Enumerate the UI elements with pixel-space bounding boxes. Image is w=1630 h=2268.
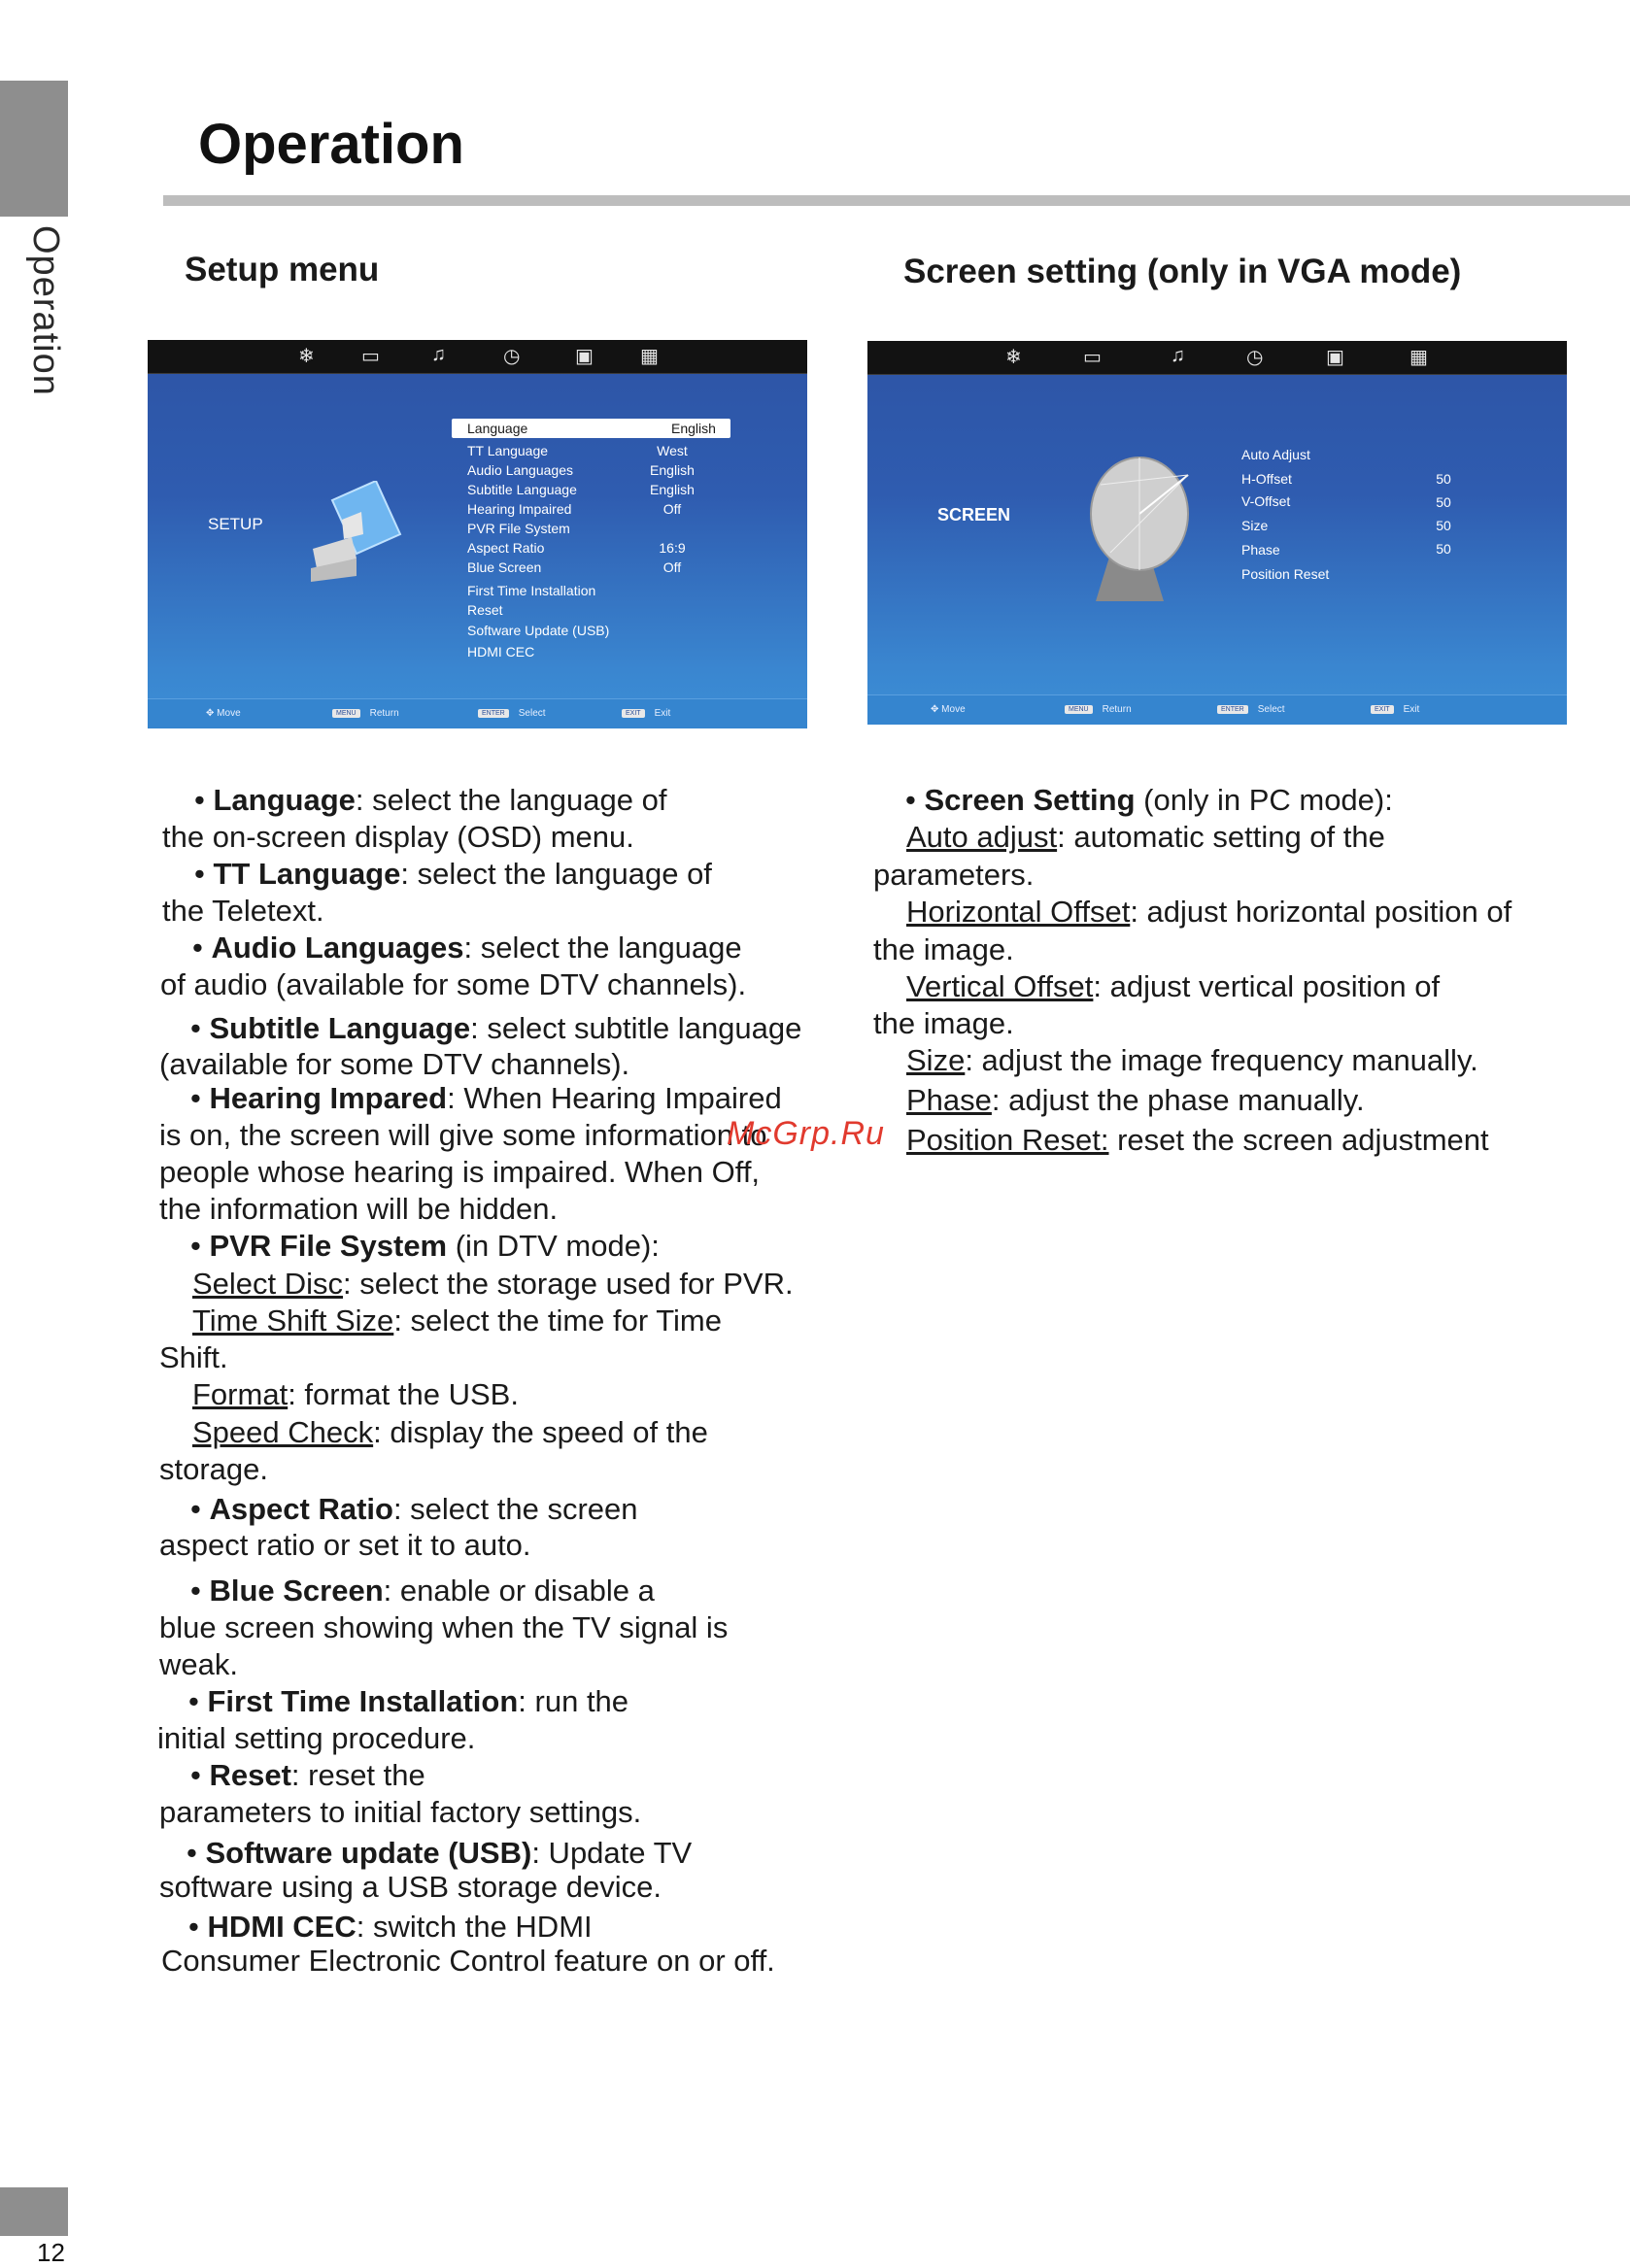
picture-tab-icon: ▭	[1083, 347, 1102, 368]
subterm: Vertical Offset	[906, 969, 1094, 1003]
sub-vertical-offset	[906, 968, 1440, 1005]
pvr-time-shift-size-cont: Shift.	[159, 1340, 228, 1374]
move-arrows-icon: ✥	[931, 704, 942, 715]
desc-text: : select the screen	[392, 1492, 638, 1526]
term: First Time Installation	[207, 1684, 519, 1718]
return-hint	[332, 708, 399, 719]
desc-text: : When Hearing Impaired	[447, 1081, 782, 1115]
desc-first-time-installation: • First Time Installation: run the	[188, 1684, 629, 1718]
desc-text: : adjust horizontal position of	[1130, 895, 1512, 929]
desc-blue-screen-cont-1: blue screen showing when the TV signal is	[159, 1610, 729, 1644]
desc-reset-cont: parameters to initial factory settings.	[159, 1795, 642, 1829]
channel-tab-icon: ▦	[640, 346, 659, 367]
title-divider	[163, 195, 1630, 206]
return-hint	[1065, 704, 1132, 715]
hint-label: Return	[1102, 704, 1132, 715]
hint-label: Move	[217, 708, 241, 719]
desc-reset: • Reset: reset the	[190, 1758, 425, 1792]
desc-text: : Update TV	[531, 1836, 693, 1870]
desc-text: : select the language of	[400, 857, 712, 891]
setup-item-pvr-file-system[interactable]: PVR File System	[467, 521, 570, 536]
subterm: Select Disc	[192, 1267, 344, 1301]
setup-value-aspect-ratio: 16:9	[659, 540, 686, 556]
term: Screen Setting	[924, 783, 1136, 817]
setup-tab-icon: ❄	[1005, 347, 1022, 368]
desc-audio-languages: • Audio Languages: select the language	[192, 931, 742, 965]
exit-key-badge: EXIT	[622, 709, 645, 718]
term: Blue Screen	[209, 1574, 384, 1608]
desc-hearing-impaired-cont-2: people whose hearing is impaired. When Off,	[159, 1155, 761, 1189]
move-hint	[931, 704, 966, 715]
desc-tt-language: • TT Language: select the language of	[194, 857, 712, 891]
desc-text: : adjust vertical position of	[1093, 969, 1441, 1003]
time-tab-icon: ◷	[1246, 347, 1264, 368]
screen-item-auto-adjust[interactable]: Auto Adjust	[1241, 447, 1310, 462]
term: Software update (USB)	[205, 1836, 532, 1870]
subterm: Time Shift Size	[192, 1303, 394, 1337]
hint-label: Select	[518, 708, 546, 719]
screen-setting-label: SCREEN	[937, 505, 1011, 525]
satellite-dish-icon	[1071, 446, 1203, 601]
screen-value-phase: 50	[1436, 541, 1451, 557]
desc-text: : display the speed of the	[373, 1415, 708, 1449]
setup-value-blue-screen: Off	[662, 559, 682, 575]
desc-text: : select the storage used for PVR.	[343, 1267, 794, 1301]
hint-label: Return	[369, 708, 399, 719]
desc-aspect-ratio-cont: aspect ratio or set it to auto.	[159, 1528, 531, 1562]
hint-label: Move	[941, 704, 966, 715]
lock-tab-icon: ▣	[1326, 347, 1344, 368]
setup-item-aspect-ratio[interactable]: Aspect Ratio	[467, 540, 545, 556]
setup-tab-icon: ❄	[298, 346, 315, 367]
desc-text: (only in PC mode):	[1135, 783, 1393, 817]
watermark-text: McGrp.Ru	[727, 1115, 885, 1152]
exit-key-badge: EXIT	[1371, 705, 1394, 714]
setup-item-audio-languages[interactable]: Audio Languages	[467, 462, 573, 478]
desc-language: • Language: select the language of	[194, 783, 667, 817]
exit-hint	[622, 708, 670, 719]
pvr-format	[192, 1376, 519, 1413]
desc-hdmi-cec: • HDMI CEC: switch the HDMI	[188, 1910, 593, 1944]
sub-size	[906, 1042, 1478, 1079]
page-number-tab	[0, 2187, 68, 2236]
enter-key-badge: ENTER	[478, 709, 509, 718]
setup-item-blue-screen[interactable]: Blue Screen	[467, 559, 542, 575]
setup-item-hdmi-cec[interactable]: HDMI CEC	[467, 644, 535, 660]
page-title: Operation	[198, 113, 464, 176]
term: HDMI CEC	[207, 1910, 357, 1944]
time-tab-icon: ◷	[503, 346, 521, 367]
hint-label: Exit	[1403, 704, 1420, 715]
osd-tab-bar	[148, 340, 807, 374]
desc-text: : automatic setting of the	[1057, 820, 1385, 854]
desc-text: : run the	[518, 1684, 629, 1718]
pvr-speed-check-cont: storage.	[159, 1452, 269, 1486]
hint-label: Select	[1257, 704, 1285, 715]
term: Aspect Ratio	[209, 1492, 393, 1526]
desc-text: : format the USB.	[288, 1377, 519, 1411]
desc-text: : select subtitle language	[470, 1011, 802, 1045]
term: Language	[213, 783, 356, 817]
sub-vertical-offset-cont: the image.	[873, 1006, 1014, 1040]
desc-text: : select the time for Time	[393, 1303, 722, 1337]
setup-value-subtitle-language: English	[650, 482, 695, 497]
menu-key-badge: MENU	[332, 709, 360, 718]
setup-item-software-update[interactable]: Software Update (USB)	[467, 623, 610, 638]
side-section-label: Operation	[25, 225, 66, 396]
desc-text: : adjust the phase manually.	[991, 1083, 1365, 1117]
subterm: Position Reset:	[906, 1123, 1109, 1157]
desc-blue-screen: • Blue Screen: enable or disable a	[190, 1574, 655, 1608]
desc-text: : enable or disable a	[383, 1574, 655, 1608]
screen-item-position-reset[interactable]: Position Reset	[1241, 566, 1330, 582]
page-number: 12	[37, 2238, 65, 2267]
desc-hearing-impaired-cont-1: is on, the screen will give some information to	[159, 1118, 767, 1152]
screen-item-phase[interactable]: Phase	[1241, 542, 1280, 558]
subterm: Speed Check	[192, 1415, 374, 1449]
desc-tt-language-cont: the Teletext.	[162, 894, 324, 928]
setup-value-tt-language: West	[657, 443, 688, 458]
desc-screen-setting: • Screen Setting (only in PC mode):	[905, 783, 1393, 817]
term: Reset	[209, 1758, 291, 1792]
subterm: Horizontal Offset	[906, 895, 1131, 929]
desc-text: : select the language	[463, 931, 742, 965]
desc-text: : adjust the image frequency manually.	[965, 1043, 1478, 1077]
desc-text: reset the screen adjustment	[1108, 1123, 1489, 1157]
sub-position-reset	[906, 1122, 1489, 1159]
osd-hint-bar	[867, 694, 1567, 725]
exit-hint	[1371, 704, 1419, 715]
setup-item-hearing-impaired[interactable]: Hearing Impaired	[467, 501, 572, 517]
osd-tab-bar	[867, 341, 1567, 375]
setup-screen-label: SETUP	[208, 515, 263, 533]
side-tab-marker	[0, 81, 68, 217]
desc-hearing-impaired: • Hearing Impared: When Hearing Impaired	[190, 1081, 782, 1115]
desc-hearing-impaired-cont-3: the information will be hidden.	[159, 1192, 559, 1226]
desc-blue-screen-cont-2: weak.	[159, 1647, 238, 1681]
screen-setting-heading: Screen setting (only in VGA mode)	[903, 253, 1462, 290]
sound-tab-icon: ♫	[431, 344, 446, 365]
move-hint	[206, 708, 241, 719]
desc-aspect-ratio: • Aspect Ratio: select the screen	[190, 1492, 638, 1526]
setup-item-first-time-installation[interactable]: First Time Installation	[467, 583, 596, 598]
select-hint	[478, 708, 546, 719]
sub-auto-adjust	[906, 819, 1385, 856]
term: PVR File System	[209, 1229, 448, 1263]
desc-language-cont: the on-screen display (OSD) menu.	[162, 820, 634, 854]
desc-software-update: • Software update (USB): Update TV	[187, 1836, 693, 1870]
subterm: Phase	[906, 1083, 992, 1117]
menu-key-badge: MENU	[1065, 705, 1093, 714]
desc-subtitle-language: • Subtitle Language: select subtitle language	[190, 1011, 802, 1045]
screen-value-size: 50	[1436, 518, 1451, 533]
channel-tab-icon: ▦	[1409, 347, 1428, 368]
enter-key-badge: ENTER	[1217, 705, 1248, 714]
desc-text: (in DTV mode):	[447, 1229, 660, 1263]
pvr-time-shift-size	[192, 1303, 722, 1339]
subterm: Size	[906, 1043, 966, 1077]
desc-pvr-file-system: • PVR File System (in DTV mode):	[190, 1229, 660, 1263]
setup-item-language-selected[interactable]	[452, 419, 730, 438]
screen-value-v-offset: 50	[1436, 494, 1451, 510]
desc-subtitle-language-cont: (available for some DTV channels).	[159, 1047, 630, 1081]
desc-audio-languages-cont: of audio (available for some DTV channels).	[160, 967, 747, 1001]
pvr-select-disc	[192, 1266, 794, 1303]
setup-value-hearing-impaired: Off	[662, 501, 682, 517]
setup-menu-heading: Setup menu	[185, 251, 380, 288]
desc-software-update-cont: software using a USB storage device.	[159, 1870, 662, 1904]
sub-horizontal-offset	[906, 894, 1511, 931]
setup-menu-screenshot	[148, 340, 807, 728]
sub-horizontal-offset-cont: the image.	[873, 932, 1014, 966]
term: Audio Languages	[211, 931, 464, 965]
setup-value-audio-languages: English	[650, 462, 695, 478]
setup-item-reset[interactable]: Reset	[467, 602, 503, 618]
setup-item-tt-language[interactable]: TT Language	[467, 443, 549, 458]
sound-tab-icon: ♫	[1171, 345, 1185, 366]
screen-item-size[interactable]: Size	[1241, 518, 1269, 533]
term: Subtitle Language	[209, 1011, 471, 1045]
desc-text: : reset the	[290, 1758, 425, 1792]
sub-auto-adjust-cont: parameters.	[873, 858, 1035, 892]
menu-item-label: Language	[467, 421, 528, 436]
desc-hdmi-cec-cont: Consumer Electronic Control feature on or off.	[161, 1944, 775, 1978]
picture-tab-icon: ▭	[361, 346, 380, 367]
pvr-speed-check	[192, 1414, 708, 1451]
setup-item-subtitle-language[interactable]: Subtitle Language	[467, 482, 577, 497]
screen-item-v-offset[interactable]: V-Offset	[1241, 493, 1291, 509]
subterm: Auto adjust	[906, 820, 1058, 854]
sub-phase	[906, 1082, 1365, 1119]
desc-text: : select the language of	[355, 783, 667, 817]
screen-setting-screenshot	[867, 341, 1567, 725]
term: TT Language	[213, 857, 401, 891]
subterm: Format	[192, 1377, 289, 1411]
move-arrows-icon: ✥	[206, 708, 218, 719]
desc-first-time-installation-cont: initial setting procedure.	[157, 1721, 476, 1755]
lock-tab-icon: ▣	[575, 346, 594, 367]
screen-item-h-offset[interactable]: H-Offset	[1241, 471, 1292, 487]
select-hint	[1217, 704, 1285, 715]
term: Hearing Impared	[209, 1081, 448, 1115]
setup-illustration-icon	[303, 481, 410, 583]
screen-value-h-offset: 50	[1436, 471, 1451, 487]
desc-text: : switch the HDMI	[356, 1910, 593, 1944]
osd-hint-bar	[148, 698, 807, 728]
menu-item-value: English	[671, 421, 716, 436]
hint-label: Exit	[654, 708, 671, 719]
